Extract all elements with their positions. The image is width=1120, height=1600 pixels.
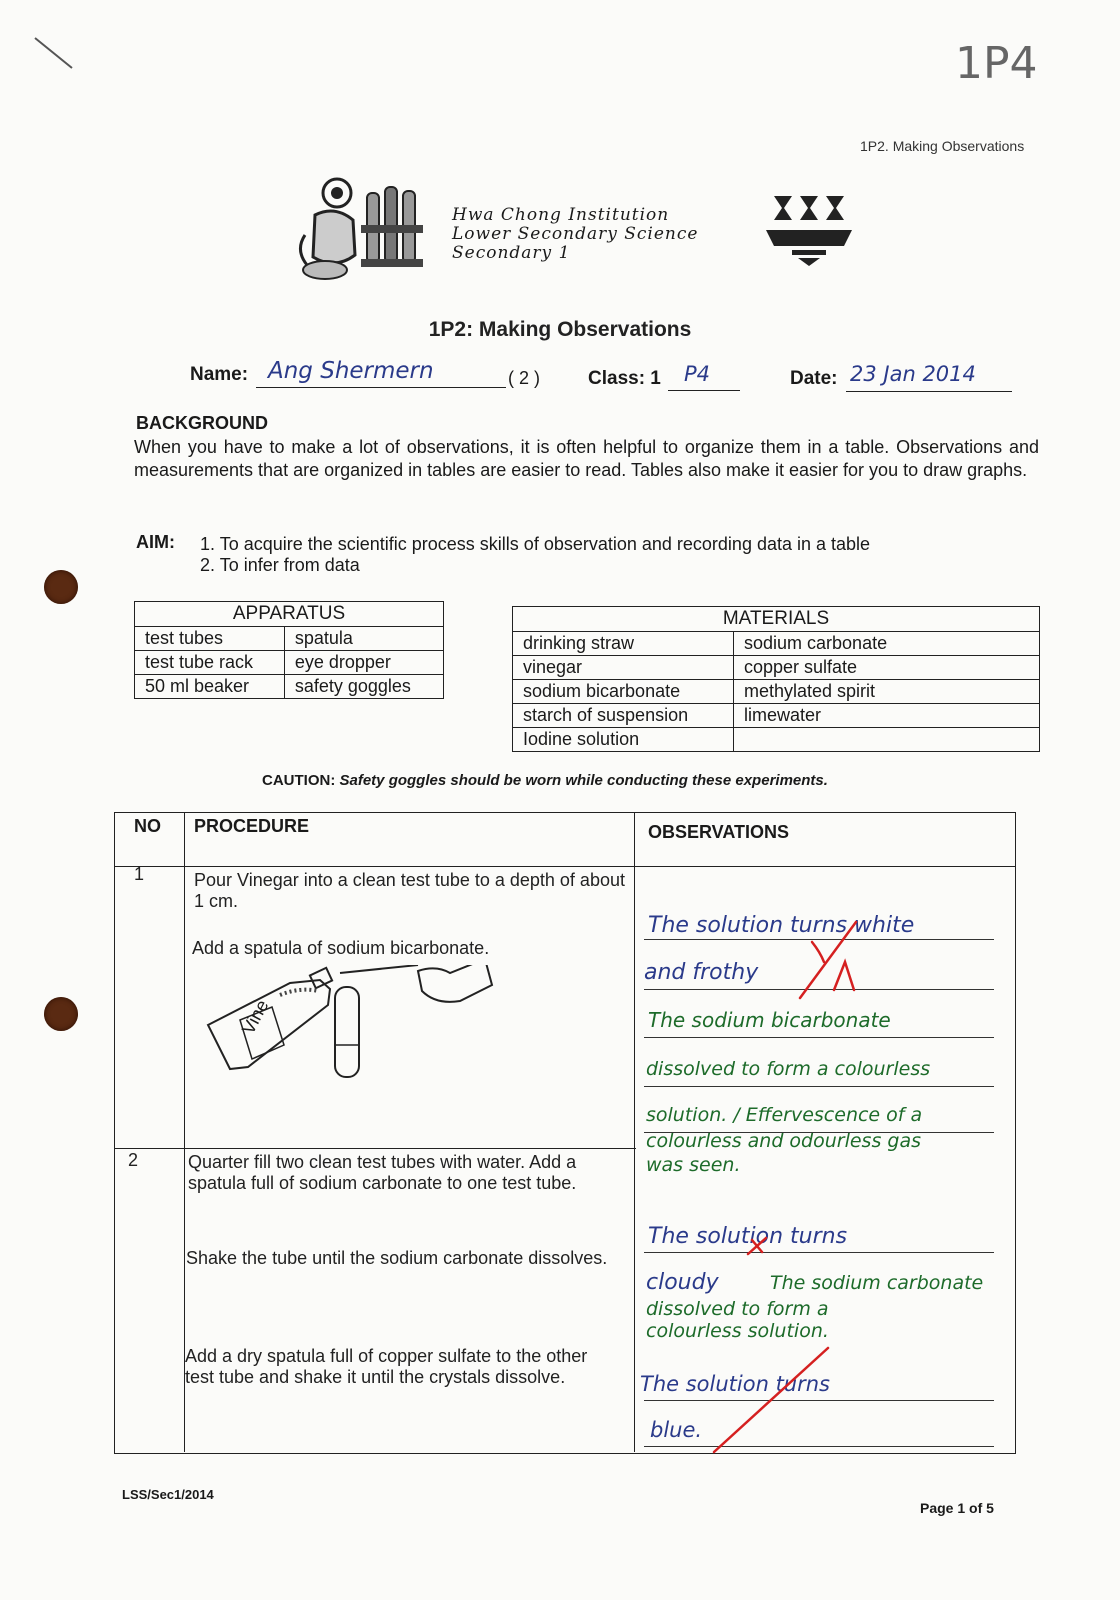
- obs1-correction-1: The sodium bicarbonate: [648, 1008, 891, 1032]
- name-label: Name:: [190, 364, 249, 385]
- materials-cell: sodium bicarbonate: [513, 680, 734, 704]
- header-row-divider: [114, 866, 1016, 867]
- table-row: [135, 675, 444, 699]
- apparatus-table: [134, 601, 444, 699]
- apparatus-cell: test tubes: [135, 627, 285, 651]
- punch-hole-bottom: [44, 997, 78, 1031]
- materials-cell: copper sulfate: [734, 656, 1040, 680]
- obs1-answer-line2: and frothy: [644, 960, 759, 985]
- materials-cell: starch of suspension: [513, 704, 734, 728]
- bottle-label: Vine: [238, 996, 273, 1038]
- punch-hole-top: [44, 570, 78, 604]
- school-crest-icon: [762, 188, 862, 273]
- date-label: Date:: [790, 368, 838, 389]
- apparatus-cell: spatula: [284, 627, 443, 651]
- institution-line1: Hwa Chong Institution: [452, 205, 670, 225]
- table-row: [513, 680, 1040, 704]
- aim-item-2: 2. To infer from data: [200, 555, 360, 575]
- institution-name: [452, 206, 698, 263]
- running-header: 1P2. Making Observations: [860, 138, 1025, 154]
- step2-number: 2: [128, 1150, 139, 1170]
- table-row: [513, 704, 1040, 728]
- materials-cell: limewater: [734, 704, 1040, 728]
- materials-cell: Iodine solution: [513, 728, 734, 752]
- obs1-correction-4: colourless and odourless gas: [646, 1130, 921, 1152]
- aim-label: AIM:: [136, 532, 175, 552]
- obs2-correction-2: dissolved to form a: [646, 1298, 829, 1320]
- obs2-correction-3: colourless solution.: [646, 1320, 829, 1342]
- red-cross-marks: [640, 880, 1020, 1470]
- step1-text-1: Pour Vinegar into a clean test tube to a depth of about 1 cm.: [194, 870, 625, 911]
- obs1-correction-3: solution. / Effervescence of a: [646, 1104, 923, 1126]
- class-label: Class: 1: [588, 368, 661, 389]
- step2-text-1: Quarter fill two clean test tubes with water. Add a spatula full of sodium carbonate to one test tube.: [188, 1152, 577, 1193]
- step2-text-3: Add a dry spatula full of copper sulfate to the other test tube and shake it until the crystals dissolve.: [185, 1346, 588, 1387]
- obs1-correction-2: dissolved to form a colourless: [646, 1058, 931, 1080]
- obs1-correction-5: was seen.: [646, 1154, 741, 1176]
- step-divider: [114, 1148, 636, 1149]
- obs2-answer-line1: The solution turns: [648, 1224, 848, 1249]
- obs1-answer-line1: The solution turns white: [648, 913, 915, 938]
- footer-code: LSS/Sec1/2014: [122, 1487, 214, 1502]
- apparatus-cell: 50 ml beaker: [135, 675, 285, 699]
- aim-item-1: 1. To acquire the scientific process skills of observation and recording data in a table: [200, 534, 871, 554]
- materials-heading: MATERIALS: [513, 607, 1040, 632]
- table-row: [513, 632, 1040, 656]
- class-value: P4: [684, 362, 711, 386]
- obs2-answer-line2: cloudy: [646, 1270, 719, 1295]
- scientist-illustration: [295, 175, 435, 285]
- name-underline: [256, 387, 506, 388]
- apparatus-cell: eye dropper: [284, 651, 443, 675]
- step2-text-2: Shake the tube until the sodium carbonate dissolves.: [186, 1248, 608, 1268]
- materials-cell: drinking straw: [513, 632, 734, 656]
- step1-text-2: Add a spatula of sodium bicarbonate.: [192, 938, 490, 958]
- class-underline: [668, 390, 740, 391]
- col-header-observations: OBSERVATIONS: [648, 822, 790, 842]
- apparatus-heading: APPARATUS: [135, 602, 444, 627]
- materials-cell: sodium carbonate: [734, 632, 1040, 656]
- obs2-correction-1: The sodium carbonate: [770, 1272, 984, 1294]
- background-text: When you have to make a lot of observations, it is often helpful to organize them in a table. Observations and measurements that are organized in tables are easier to read. Tables also make it easier for you to draw graphs.: [134, 437, 1039, 480]
- col-divider-obs: [634, 812, 635, 1452]
- caution-note: [262, 772, 828, 789]
- background-heading: BACKGROUND: [136, 413, 268, 433]
- name-value: Ang Shermern: [268, 358, 434, 384]
- apparatus-cell: test tube rack: [135, 651, 285, 675]
- table-row: [513, 728, 1040, 752]
- col-header-no: NO: [134, 816, 161, 836]
- caution-text: Safety goggles should be worn while conducting these experiments.: [339, 772, 828, 789]
- materials-cell: methylated spirit: [734, 680, 1040, 704]
- table-row: [513, 656, 1040, 680]
- step1-number: 1: [134, 864, 145, 884]
- col-header-procedure: PROCEDURE: [194, 816, 310, 836]
- institution-line3: Secondary 1: [452, 243, 571, 263]
- index-number: ( 2 ): [508, 368, 541, 388]
- table-row: [135, 627, 444, 651]
- corner-mark: 1P4: [955, 38, 1038, 89]
- institution-line2: Lower Secondary Science: [452, 224, 699, 244]
- page-title: 1P2: Making Observations: [428, 318, 692, 341]
- date-underline: [846, 391, 1012, 392]
- date-value: 23 Jan 2014: [850, 362, 976, 386]
- caution-label: CAUTION:: [262, 772, 336, 789]
- materials-table: [512, 606, 1040, 752]
- table-row: [135, 651, 444, 675]
- pencil-stroke: [30, 30, 80, 75]
- obs2-answer-line3: The solution turns: [640, 1372, 830, 1396]
- page-number: Page 1 of 5: [920, 1500, 994, 1516]
- obs2-answer-line4: blue.: [650, 1418, 703, 1442]
- apparatus-cell: safety goggles: [284, 675, 443, 699]
- materials-cell: vinegar: [513, 656, 734, 680]
- materials-cell: [734, 728, 1040, 752]
